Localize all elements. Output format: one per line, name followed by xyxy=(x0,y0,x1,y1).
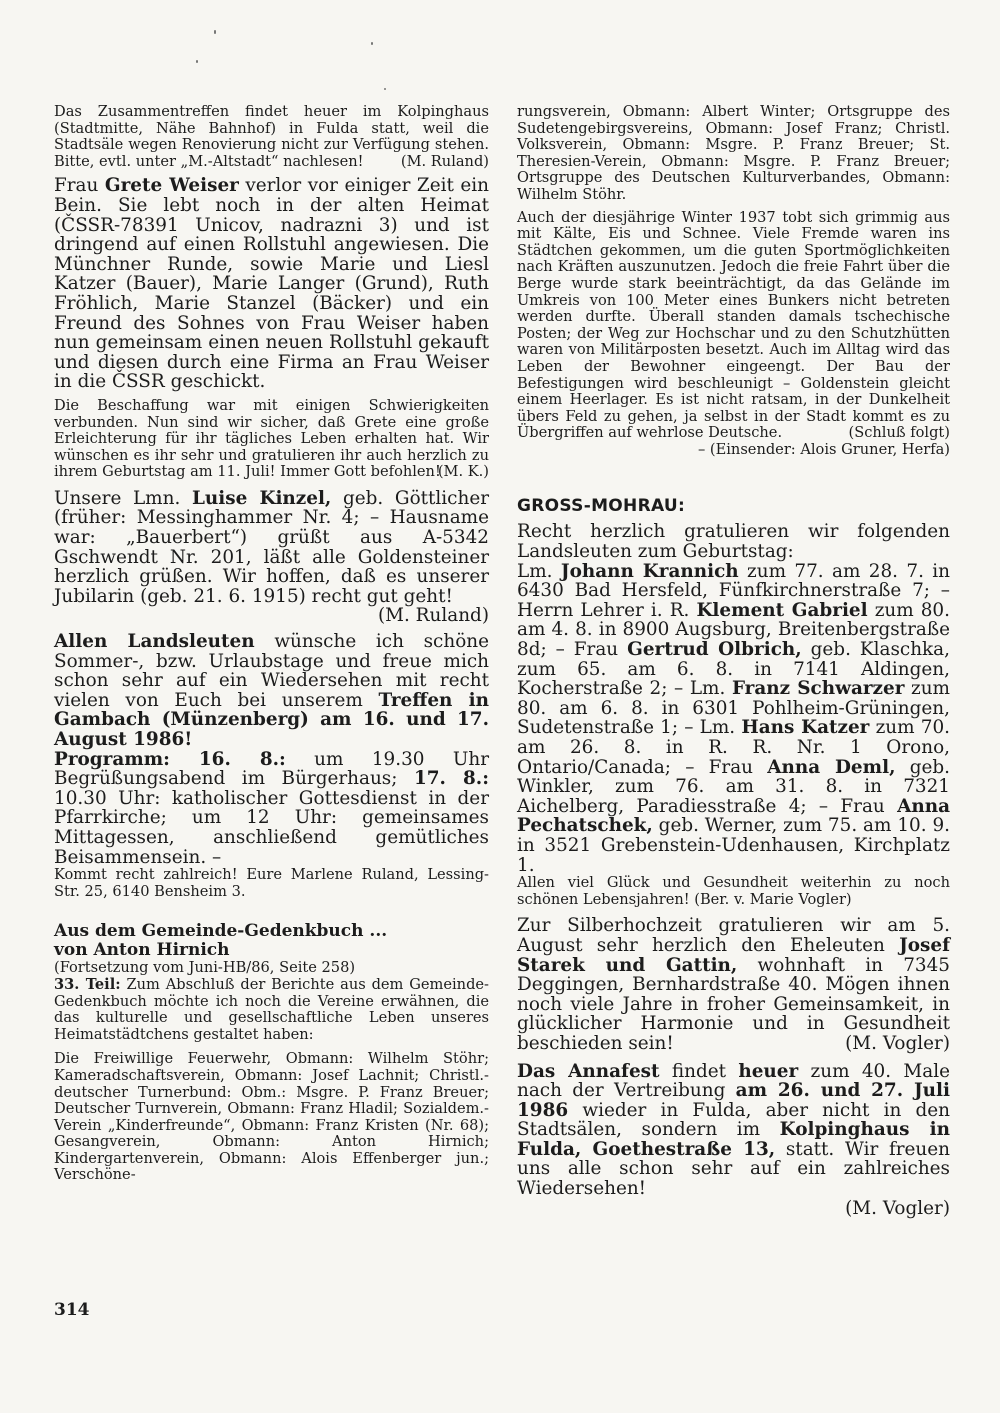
left-column xyxy=(54,104,489,1184)
person-name: Luise Kinzel, xyxy=(191,487,332,509)
section-header xyxy=(54,922,489,977)
person-name: Johann Krannich xyxy=(560,560,739,582)
signature: (M. K.) xyxy=(437,463,489,481)
page-number: 314 xyxy=(54,1300,90,1320)
article-paragraph: rungsverein, Obmann: Albert Winter; Ortsgruppe des Sudetengebirgsvereins, Obmann: Josef Franz; Christl. Volksverein, Obmann: Msgre. P. Franz Breuer; St. Theresien-Verein, Obmann: Msgre. P. Franz Breuer; Ortsgruppe des Deutschen Kulturverbandes, Obmann: Wilhelm Stöhr. xyxy=(517,103,950,203)
section-title: Aus dem Gemeinde-Gedenkbuch ... xyxy=(54,921,388,942)
person-name: Josef Starek und Gattin, xyxy=(517,934,950,976)
article-paragraph: Frau Grete Weiser verlor vor einiger Zeit ein Bein. Sie lebt noch in der alten Heimat (ČSSR-78391 Unicov, nadrazni 3) und ist dringend auf einen Rollstuhl angewiesen. Die Münchner Runde, sowie Marie und Liesl Katzer (Bauer), Marie Langer (Grund), Ruth Fröhlich, Marie Stanzel (Bäcker) und ein Freund des Sohnes von Frau Weiser haben nun gemeinsam einen neuen Rollstuhl gekauft und diesen durch eine Firma an Frau Weiser in die ČSSR geschickt. xyxy=(54,175,489,393)
article-paragraph: Auch der diesjährige Winter 1937 tobt sich grimmig aus mit Kälte, Eis und Schnee. Viele Fremde waren ins Städtchen gekommen, um die guten Sportmöglichkeiten nach Kräften auszunutzen. Jedoch die freie Fahrt über die Berge wurde stark beeinträchtigt, da das Gelände im Umkreis von 100 Meter eines Bunkers nicht betreten werden durfte. Überall standen damals tschechische Posten; der Weg zur Hochschar und zu den Schutzhütten waren von Militärposten besetzt. Auch im Alltag wird das Leben der Bewohner eingeengt. Der Bau der Befestigungen wird beschleunigt – Goldenstein gleicht einem Heerlager. Es ist nicht ratsam, in der Dunkelheit übers Feld zu gehen, ja selbst in der Stadt kommt es zu Übergriffen auf wehrlose Deutsche. (Schluß folgt) – (Einsender: Alois Gruner, Herfa) xyxy=(517,208,950,458)
person-name: Hans Katzer xyxy=(741,717,870,739)
person-name: Anna Deml, xyxy=(767,756,896,778)
article-paragraph: Allen viel Glück und Gesundheit weiterhin zu noch schönen Lebensjahren! (Ber. v. Marie Vogler) xyxy=(517,874,950,908)
article-paragraph: Zur Silberhochzeit gratulieren wir am 5. August sehr herzlich den Eheleuten Josef Starek und Gattin, wohnhaft in 7345 Deggingen, Bernhardstraße 40. Mögen ihnen noch viele Jahre in froher Gemeinsamkeit, in glücklicher Harmonie und in Gesundheit beschieden sein! (M. Vogler) xyxy=(517,915,950,1054)
scan-speck xyxy=(196,60,198,63)
person-name: Klement Gabriel xyxy=(696,599,868,621)
signature: (M. Ruland) xyxy=(400,152,489,170)
scan-speck xyxy=(371,42,373,45)
signature: (M. Vogler) xyxy=(845,1197,950,1219)
section-author: von Anton Hirnich xyxy=(54,940,230,961)
article-paragraph: Recht herzlich gratulieren wir folgenden Landsleuten zum Geburtstag: xyxy=(517,521,950,563)
paragraph-text: Das Zusammentreffen findet heuer im Kolpinghaus (Stadtmitte, Nähe Bahnhof) in Fulda statt, weil die Stadtsäle wegen Renovierung nicht zur Verfügung stehen. Bitte, evtl. unter „M.-Altstadt“ nachlesen! xyxy=(54,103,489,170)
article-paragraph: Die Beschaffung war mit einigen Schwierigkeiten verbunden. Nun sind wir sicher, daß Grete eine große Erleichterung für ihr tägliches Leben erhalten hat. Wir wünschen es ihr sehr und gratulieren ihr auch herzlich zu ihrem Geburtstag am 11. Juli! Immer Gott befohlen! (M. K.) xyxy=(54,396,489,481)
section-note: (Fortsetzung vom Juni-HB/86, Seite 258) xyxy=(54,959,356,977)
article-paragraph xyxy=(54,104,489,170)
sender-credit: – (Einsender: Alois Gruner, Herfa) xyxy=(697,440,950,458)
article-paragraph: Kommt recht zahlreich! Eure Marlene Ruland, Lessing-Str. 25, 6140 Bensheim 3. xyxy=(54,866,489,900)
signature: (M. Ruland) xyxy=(377,605,489,627)
person-name: Anna Pechatschek, xyxy=(517,795,950,837)
signature: (M. Vogler) xyxy=(845,1032,950,1054)
article-paragraph: Das Annafest findet heuer zum 40. Male nach der Vertreibung am 26. und 27. Juli 1986 wieder in Fulda, aber nicht in den Stadtsälen, sondern im Kolpinghaus in Fulda, Goethestraße 13, statt. Wir freuen uns alle schon sehr auf ein zahlreiches Wiedersehen! (M. Vogler) xyxy=(517,1060,950,1219)
person-name: Gertrud Olbrich, xyxy=(627,639,802,661)
right-column xyxy=(517,104,950,1218)
scan-speck xyxy=(214,30,216,34)
article-paragraph: 33. Teil: Zum Abschluß der Berichte aus dem Gemeinde-Gedenkbuch möchte ich noch die Vereine erwähnen, die das kulturelle und gesellschaftliche Leben unseres Heimatstädtchens gestaltet haben: xyxy=(54,975,489,1043)
article-paragraph: Die Freiwillige Feuerwehr, Obmann: Wilhelm Stöhr; Kameradschaftsverein, Obmann: Josef Lachnit; Christl.-deutscher Turnerbund: Obm.: Msgre. P. Franz Breuer; Deutscher Turnverein, Obmann: Franz Hladil; Sozialdem.-Verein „Kinderfreunde“, Obmann: Franz Kristen (Nr. 68); Gesangverein, Obmann: Anton Hirnich; Kindergartenverein, Obmann: Alois Effenberger jun.; Verschöne- xyxy=(54,1050,489,1184)
article-paragraph: Unsere Lmn. Luise Kinzel, geb. Göttlicher (früher: Messinghammer Nr. 4; – Hausname war: „Bauerbert“) grüßt aus A-5342 Gschwendt Nr. 201, läßt alle Goldensteiner herzlich grüßen. Wir hoffen, daß es unserer Jubilarin (geb. 21. 6. 1915) recht gut geht! (M. Ruland) xyxy=(54,487,489,627)
person-name: Grete Weiser xyxy=(104,175,239,197)
event-info: Treffen in Gambach (Münzenberg) am 16. und 17. August 1986! xyxy=(54,689,490,750)
scan-speck xyxy=(384,88,386,90)
section-heading: GROSS-MOHRAU: xyxy=(517,496,686,517)
signature: (Schluß folgt) xyxy=(848,424,950,442)
article-paragraph: Allen Landsleuten wünsche ich schöne Sommer-, bzw. Urlaubstage und freue mich schon sehr auf ein Wiedersehen mit recht vielen von Euch bei unserem Treffen in Gambach (Münzenberg) am 16. und 17. August 1986! xyxy=(54,631,490,750)
person-name: Franz Schwarzer xyxy=(731,678,905,700)
birthday-list: Lm. Johann Krannich zum 77. am 28. 7. in 6430 Bad Hersfeld, Fünfkirchnerstraße 7; – Herrn Lehrer i. R. Klement Gabriel zum 80. am 4. 8. in 8900 Augsburg, Breitenbergstraße 8d; – Frau Gertrud Olbrich, geb. Klaschka, zum 65. am 6. 8. in 7141 Aldingen, Kocherstraße 2; – Lm. Franz Schwarzer zum 80. am 6. 8. in 6301 Pohlheim-Grüningen, Sudetenstraße 1; – Lm. Hans Katzer zum 70. am 26. 8. in R. R. Nr. 1 Orono, Ontario/Canada; – Frau Anna Deml, geb. Winkler, zum 76. am 31. 8. in 7321 Aichelberg, Paradiesstraße 4; – Frau Anna Pechatschek, geb. Werner, zum 75. am 10. 9. in 3521 Grebenstein-Udenhausen, Kirchplatz 1. xyxy=(517,560,951,876)
article-paragraph: Programm: 16. 8.: um 19.30 Uhr Begrüßungsabend im Bürgerhaus; 17. 8.: 10.30 Uhr: katholischer Gottesdienst in der Pfarrkirche; um 12 Uhr: gemeinsames Mittagessen, anschließend gemütliches Beisammensein. – xyxy=(54,748,490,868)
